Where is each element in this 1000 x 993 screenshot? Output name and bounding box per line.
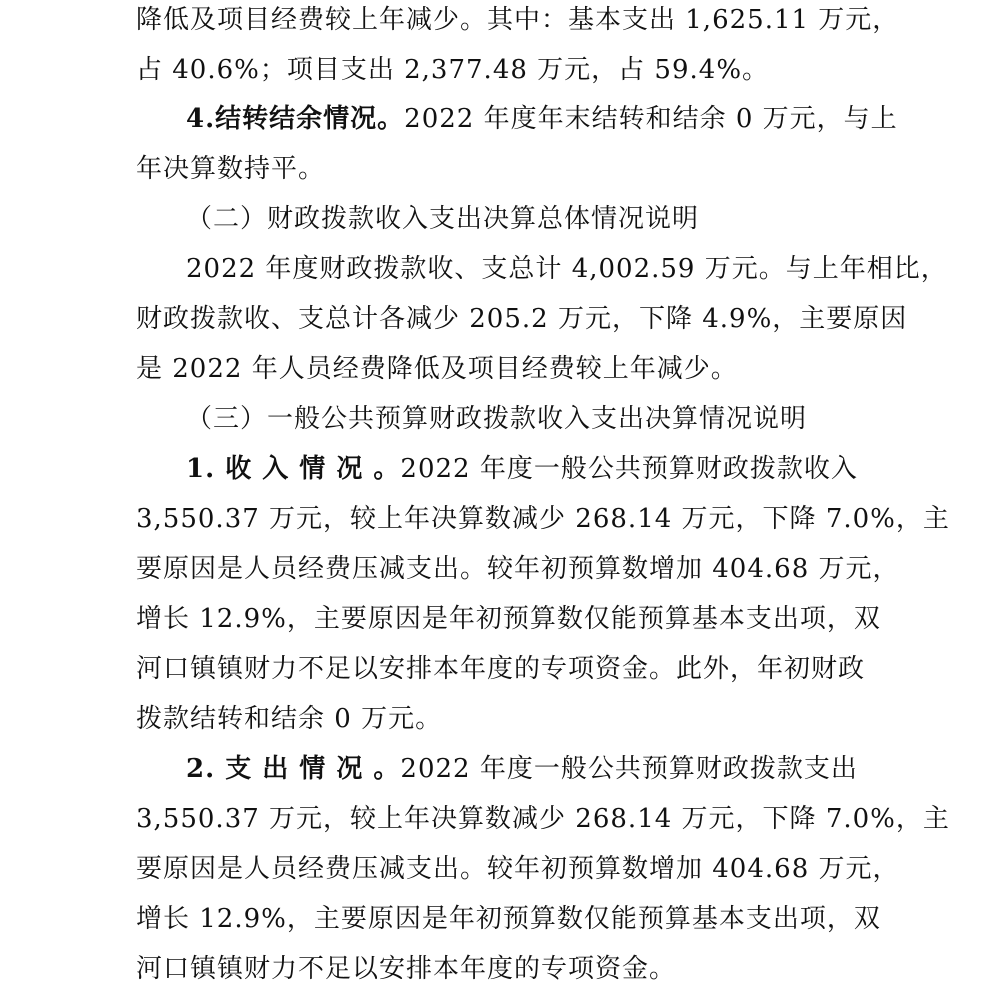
expense-heading-line xyxy=(0,749,1000,789)
paragraph-line: 增长 12.9%，主要原因是年初预算数仅能预算基本支出项，双 xyxy=(136,604,881,634)
paragraph-line: 要原因是人员经费压减支出。较年初预算数增加 404.68 万元， xyxy=(136,854,900,884)
income-heading-line xyxy=(0,449,1000,489)
paragraph-line: 拨款结转和结余 0 万元。 xyxy=(136,704,443,734)
expense-title: 2. 支 出 情 况 。 xyxy=(186,754,401,784)
subheading: （二）财政拨款收入支出决算总体情况说明 xyxy=(186,204,700,234)
income-text: 2022 年度一般公共预算财政拨款收入 xyxy=(400,454,858,484)
subheading: （三）一般公共预算财政拨款收入支出决算情况说明 xyxy=(186,404,808,434)
section-title: 4.结转结余情况。 xyxy=(186,104,405,134)
section-heading-line xyxy=(0,99,1000,139)
income-title: 1. 收 入 情 况 。 xyxy=(186,454,401,484)
expense-text: 2022 年度一般公共预算财政拨款支出 xyxy=(400,754,858,784)
paragraph-line: 要原因是人员经费压减支出。较年初预算数增加 404.68 万元， xyxy=(136,554,900,584)
paragraph-line: 河口镇镇财力不足以安排本年度的专项资金。此外，年初财政 xyxy=(136,654,866,684)
paragraph-line: 2022 年度财政拨款收、支总计 4,002.59 万元。与上年相比， xyxy=(186,254,948,284)
paragraph-line: 是 2022 年人员经费降低及项目经费较上年减少。 xyxy=(136,354,738,384)
paragraph-line: 3,550.37 万元，较上年决算数减少 268.14 万元，下降 7.0%，主 xyxy=(136,804,950,834)
paragraph-line: 占 40.6%；项目支出 2,377.48 万元，占 59.4%。 xyxy=(136,55,770,85)
paragraph-line: 年决算数持平。 xyxy=(136,154,326,184)
paragraph-line: 降低及项目经费较上年减少。其中：基本支出 1,625.11 万元， xyxy=(136,5,900,35)
paragraph-line: 河口镇镇财力不足以安排本年度的专项资金。 xyxy=(136,954,677,984)
paragraph-line: 财政拨款收、支总计各减少 205.2 万元，下降 4.9%，主要原因 xyxy=(136,304,908,334)
paragraph-line: 3,550.37 万元，较上年决算数减少 268.14 万元，下降 7.0%，主 xyxy=(136,504,950,534)
paragraph-line: 增长 12.9%，主要原因是年初预算数仅能预算基本支出项，双 xyxy=(136,904,881,934)
section-text: 2022 年度年末结转和结余 0 万元，与上 xyxy=(404,104,898,134)
